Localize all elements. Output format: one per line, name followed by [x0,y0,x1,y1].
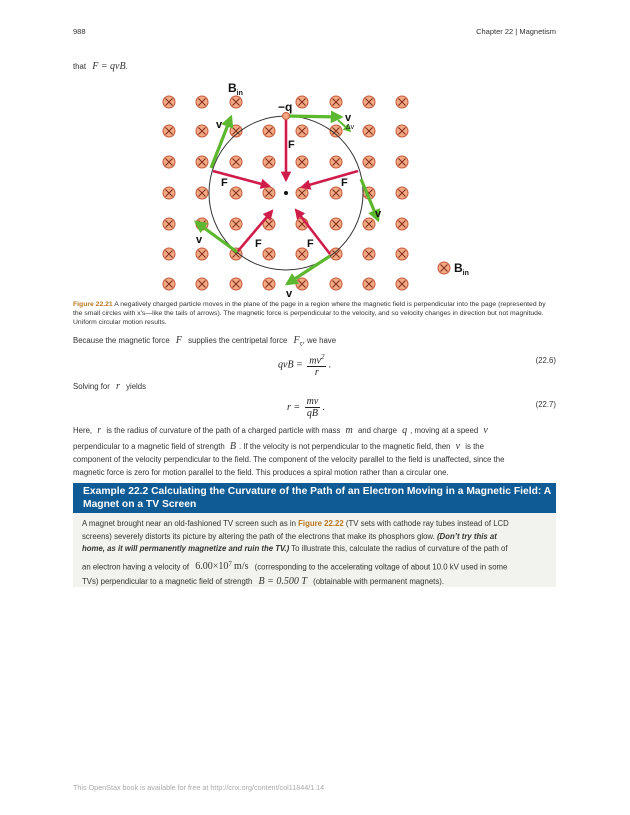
figure-caption [73,300,557,327]
figure-22-22-link[interactable]: Figure 22.22 [298,519,344,528]
equation-22-7: r = $\frac{mv}{qB}$ . [287,396,325,419]
charge-label: −q [278,100,293,114]
equation-number-22-6: (22.6) [535,356,556,365]
equation-22-6: qvB = $\frac{mv^2}{r}$ . [278,353,331,379]
example-title: Example 22.2 Calculating the Curvature of the Path of an Electron Moving in a Magnetic Field: A Magnet on a TV Screen [73,483,556,514]
velocity-label-top: v [345,112,352,124]
legend-label: $B_{in}$ [454,261,469,277]
center-point [284,191,288,195]
caption-text: A negatively charged particle moves in the plane of the page in a region where the magnetic field is perpendicular into the page (represented by the small circles with x's—like the tails of arrows). The magnetic force is perpendicular to the velocity, and so velocity changes in direction but not magnitude. Uniform circular motion results. [73,301,546,326]
para-centripetal: Because the magnetic force F supplies the centripetal force $F_c$, we have [73,335,337,348]
caption-label: Figure 22.21 [73,301,113,308]
velocity-arrow-top [286,116,341,117]
intro-lead: that [73,62,87,71]
solving-for-r: Solving for r yields [73,381,147,392]
force-label-left: F [221,177,228,189]
page-number: 988 [73,27,86,36]
magnetic-field-figure [150,76,480,298]
force-label-lower-left: F [255,238,262,250]
intro-trail: . [125,62,128,71]
chapter-title: Chapter 22 | Magnetism [476,27,556,36]
example-body: A magnet brought near an old-fashioned TV screen such as in Figure 22.22 (TV sets with cathode ray tubes instead of LCD screens) severely distorts its picture by altering the path of the electrons that make its phosphors glow. (Don’t try this at home, as it will permanently magnetize and ruin the TV.) To illustrate this, calculate the radius of curvature of the path of an electron having a velocity of $6.00\times 10^7$ m/s (corresponding to the accelerating voltage of about 10.0 kV used in some TVs) perpendicular to a magnetic field of strength B = 0.500 T (obtainable with permanent magnets). [82,519,509,587]
velocity-label-bottom: v [286,288,293,298]
equation-number-22-7: (22.7) [535,400,556,409]
velocity-label-right: v [375,208,382,220]
force-arrow-right [302,171,358,187]
field-legend [438,261,469,277]
intro-line [73,60,128,73]
footer-note: This OpenStax book is available for free at http://cnx.org/content/col11844/1.14 [73,783,325,792]
para-radius-explanation: Here, r is the radius of curvature of the path of a charged particle with mass m and charge q , moving at a speed v perpendicular to a magnetic field of strength B . If the velocity is not perpendicular to the magnetic field, then v is the component of the velocity perpendicular to the field. The component of the velocity parallel to the field is unaffected, since the magnetic force is zero for motion parallel to the field. This produces a spiral motion rather than a circular one. [73,425,505,477]
velocity-label-left: v [196,234,203,246]
b-in-label: $B_{in}$ [228,81,243,97]
force-label-lower-right: F [307,238,314,250]
force-label-right: F [341,177,348,189]
delta-v-label: Δv [346,124,355,131]
force-label-top: F [288,139,295,151]
velocity-label-upper-left: v [216,119,223,131]
intro-equation: F = qvB [92,61,126,72]
